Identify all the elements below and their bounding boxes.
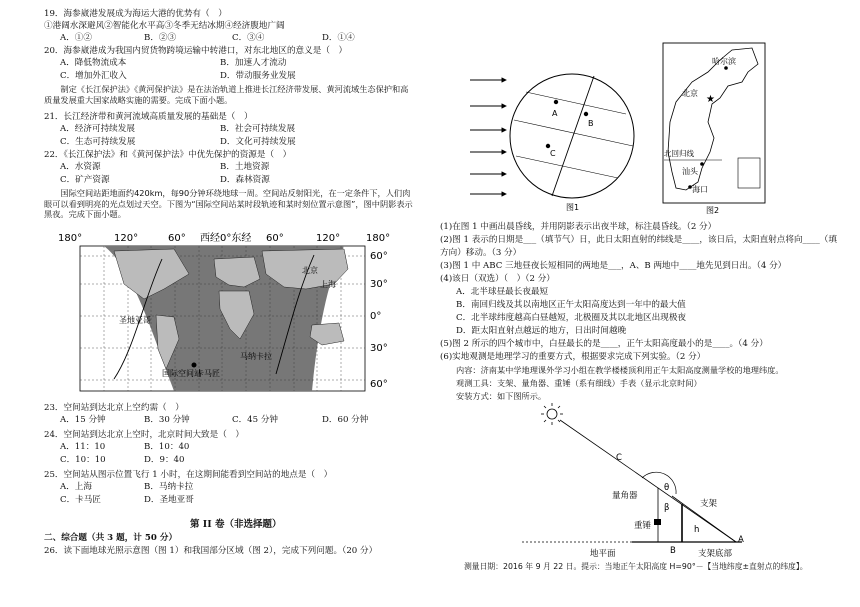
q24-stem: 24．空间站到达北京上空时，北京时间大致是（ ） [44, 430, 244, 440]
diagram-label-ground: 地平面 [590, 549, 616, 559]
q22-option-b: B．土地资源 [220, 162, 270, 172]
beijing-star-icon: ★ [706, 94, 715, 105]
q20-option-b: B．加速人才流动 [220, 58, 287, 68]
q26-4-option-c: C．北半球纬度越高白昼越短，北极圈及其以北地区出现极夜 [456, 313, 687, 323]
map-lat-label: 60° [370, 251, 388, 262]
map-lon-label: 120° [316, 233, 341, 244]
q26-4-option-a: A．北半球昼最长夜最短 [456, 287, 549, 297]
diagram-label-h: h [694, 525, 700, 535]
q25-option-c: C．卡马匠 [60, 495, 101, 505]
point-b-dot [584, 112, 588, 116]
q26-4-option-d: D．距太阳直射点越远的地方，日出时间越晚 [456, 326, 627, 336]
diagram-label-plumb: 重锤 [634, 521, 652, 531]
measurement-diagram [522, 402, 792, 560]
map-lon-label: 180° [366, 233, 391, 244]
q24-option-c: C．10：10 [60, 455, 106, 465]
q24-option-a: A．11：10 [60, 442, 106, 452]
iss-position-dot [192, 363, 197, 368]
point-c-dot [546, 144, 550, 148]
q22-stem: 22．《长江保护法》和《黄河保护法》中优先保护的资源是（ ） [44, 150, 292, 160]
diagram-label-c: C [616, 453, 622, 463]
place-label: 马纳卡拉 [240, 352, 272, 361]
q24-option-b: B．10：40 [144, 442, 190, 452]
measurement-footer: 测量日期：2016 年 9 月 22 日。提示：当地正午太阳高度 H=90°－【当地纬度±直射点的纬度】。 [464, 562, 808, 571]
q21-stem: 21．长江经济带和黄河流域高质量发展的基础是（ ） [44, 112, 253, 122]
place-label: 北京 [302, 266, 318, 275]
inset-box [738, 158, 760, 188]
q23-option-c: C．45 分钟 [232, 415, 279, 425]
q26-item-2-cont: 方向）移动。（3 分） [440, 248, 522, 258]
q23-stem: 23．空间站到达北京上空约需（ ） [44, 403, 184, 413]
figure-1-illumination [468, 64, 668, 214]
city-label: 汕头 [682, 167, 698, 176]
city-label: 海口 [692, 185, 708, 194]
map-lat-label: 30° [370, 343, 388, 354]
shantou-dot [700, 162, 704, 166]
place-label: 上海 [320, 280, 336, 289]
diagram-label-stand: 支架 [700, 499, 718, 509]
q22-option-c: C．矿产资源 [60, 175, 110, 185]
q23-option-a: A．15 分钟 [60, 415, 106, 425]
q21-option-c: C．生态可持续发展 [60, 137, 136, 147]
q19-option-a: A．①② [60, 33, 92, 43]
map-lon-label: 120° [114, 233, 139, 244]
q22-option-d: D．森林资源 [220, 175, 270, 185]
diagram-label-protractor: 量角器 [612, 491, 638, 501]
q19-stem: 19．海参崴港发展成为海运大港的优势有（ ） [44, 9, 227, 19]
q26-item-1: (1)在图 1 中画出晨昏线，并用阴影表示出夜半球，标注晨昏线。（2 分） [440, 222, 717, 232]
part-2-heading: 第 II 卷（非选择题） [190, 519, 282, 530]
diagram-label-theta: θ [664, 483, 670, 493]
q19-option-c: C．③④ [232, 33, 265, 43]
city-label: 哈尔滨 [712, 57, 736, 66]
map-lon-label: 180° [58, 233, 83, 244]
point-a-label: A [552, 109, 558, 118]
point-b-label: B [588, 119, 594, 128]
map-lat-label: 60° [370, 379, 388, 390]
q19-option-b: B．②③ [144, 33, 177, 43]
passage-space-station: 国际空间站距地面约420km，每90分钟环绕地球一周。空间站反射阳光，在一定条件下，人们肉眼可以看到明亮的光点划过天空。下图为“国际空间站某时段轨迹和某时刻位置示意图”，图中阴影表示黑夜。完成下面小题。 [44, 188, 413, 220]
q21-option-a: A．经济可持续发展 [60, 124, 135, 134]
protractor-arc [642, 472, 676, 494]
diagram-label-stand-base: 支架底部 [698, 549, 733, 559]
map-lat-label: 30° [370, 279, 388, 290]
section-2-heading: 二、综合题（共 3 题，计 50 分） [44, 533, 178, 543]
place-label: 圣地亚哥 [119, 316, 151, 325]
q26-item-6: (6)实地观测是地理学习的重要方式，根据要求完成下列实验。（2 分） [440, 352, 706, 362]
q20-option-d: D．带动服务业发展 [220, 71, 296, 81]
q21-option-b: B．社会可持续发展 [220, 124, 296, 134]
q21-option-d: D．文化可持续发展 [220, 137, 296, 147]
map-lat-label: 0° [370, 311, 382, 322]
q19-option-d: D．①④ [322, 33, 355, 43]
q26-item-5: (5)图 2 所示的四个城市中，白昼最长的是____，正午太阳高度最小的是____。（4 分） [440, 339, 768, 349]
q20-stem: 20．海参崴港成为我国内贸货物跨境运输中转港口，对东北地区的意义是（ ） [44, 46, 348, 56]
diagram-label-b: B [670, 546, 676, 556]
q23-option-d: D．60 分钟 [322, 415, 369, 425]
figure-1-caption: 图1 [566, 203, 580, 212]
q26-4-option-b: B．南回归线及其以南地区正午太阳高度达到一年中的最大值 [456, 300, 686, 310]
q22-option-a: A．水资源 [60, 162, 101, 172]
iss-orbit-map [44, 229, 416, 399]
q25-option-b: B．马纳卡拉 [144, 482, 194, 492]
city-label: 北京 [682, 89, 698, 98]
q26-item-2: (2)图 1 表示的日期是___（填节气）日，此日太阳直射的纬线是____，该日后，太阳直射点将向____（填 [440, 235, 837, 245]
experiment-setup: 安装方式：如下图所示。 [456, 391, 547, 401]
tropic-label: 北回归线 [664, 149, 694, 158]
q23-option-b: B．30 分钟 [144, 415, 190, 425]
q25-stem: 25．空间站从图示位置飞行 1 小时，在这期间能看到空间站的地点是（ ） [44, 470, 333, 480]
map-lon-label: 60° [168, 233, 186, 244]
figure-2-caption: 图2 [706, 206, 720, 215]
experiment-content: 内容：济南某中学地理课外学习小组在教学楼楼顶利用正午太阳高度测量学校的地理纬度。 [456, 365, 784, 375]
sun-rays [470, 80, 506, 194]
point-c-label: C [550, 149, 556, 158]
q25-option-d: D．圣地亚哥 [144, 495, 194, 505]
harbin-dot [724, 66, 728, 70]
q19-statements: ①港阔水深避风②智能化水平高③冬季无结冰期④经济腹地广阔 [44, 21, 285, 31]
place-label: 国际空间站 [162, 369, 202, 378]
q26-item-3: (3)图 1 中 ABC 三地昼夜长短相同的两地是___，A、B 两地中____地先见到日出。（4 分） [440, 261, 787, 271]
q25-option-a: A．上海 [60, 482, 92, 492]
q24-option-d: D．9：40 [144, 455, 185, 465]
q26-item-4: (4)该日（双选）（ ）（2 分） [440, 274, 555, 284]
place-label: 卡马匠 [196, 369, 220, 378]
plumb-weight [654, 519, 661, 525]
map-lon-label: 西经0°东经 [200, 233, 252, 244]
diagram-label-beta: β [664, 503, 670, 513]
map-lon-label: 60° [266, 233, 284, 244]
experiment-tools: 观测工具：支架、量角器、重锤（系有细线）手表（显示北京时间） [456, 378, 702, 388]
point-a-dot [554, 100, 558, 104]
diagram-label-a: A [738, 535, 744, 545]
figure-2-china-map [662, 42, 768, 216]
q20-option-a: A．降低物流成本 [60, 58, 127, 68]
passage-yangtze: 制定《长江保护法》《黄河保护法》是在法治轨道上推进长江经济带发展、黄河流域生态保护和高质量发展重大国家战略实施的需要。完成下面小题。 [44, 84, 409, 105]
sun-icon [541, 403, 563, 425]
q26-stem: 26．读下面地球光照示意图（图 1）和我国部分区域（图 2），完成下列问题。（20 分） [44, 546, 378, 556]
q20-option-c: C．增加外汇收入 [60, 71, 127, 81]
